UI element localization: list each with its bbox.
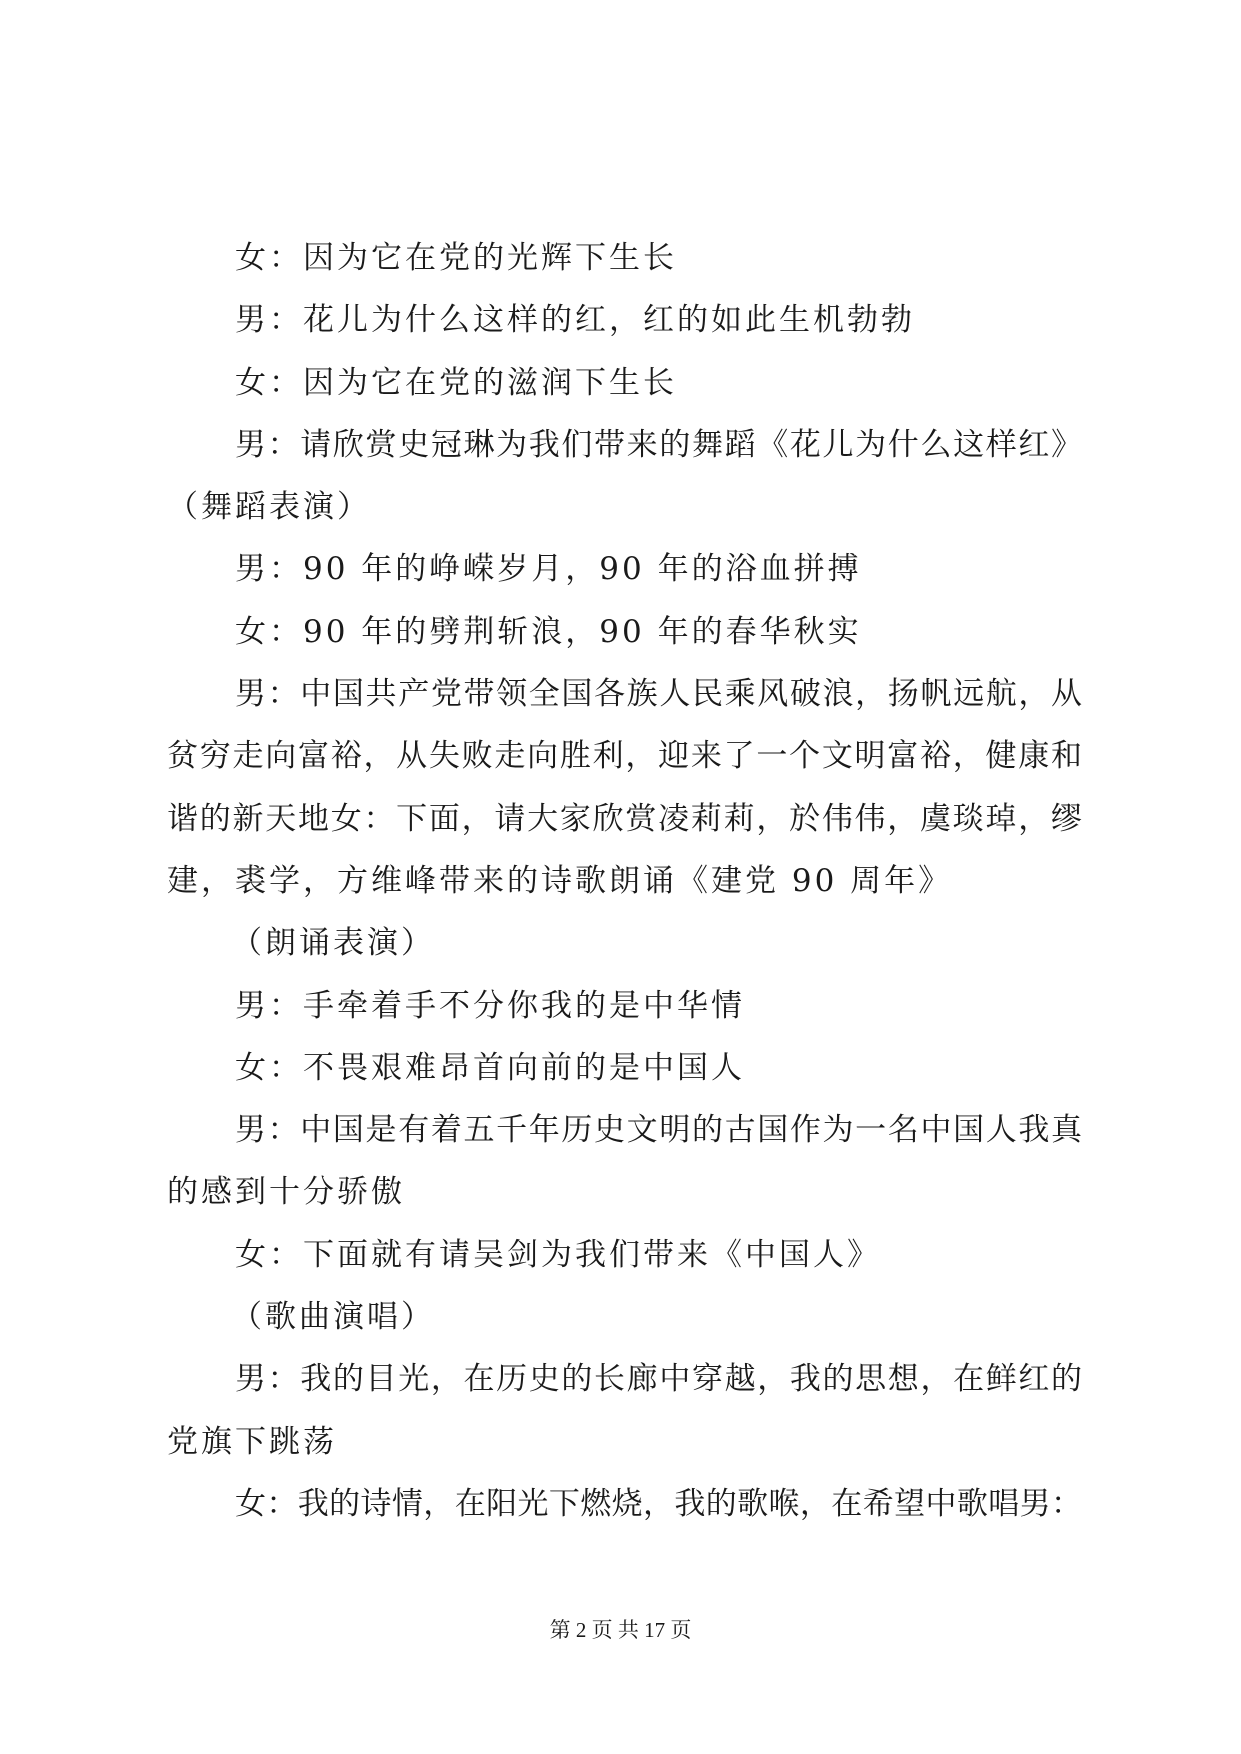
text-line: 女：不畏艰难昂首向前的是中国人 <box>235 1049 745 1086</box>
text-line: 女：90 年的劈荆斩浪，90 年的春华秋实 <box>235 613 862 650</box>
text-line: 男：手牵着手不分你我的是中华情 <box>235 987 745 1024</box>
text-line: 男：中国是有着五千年历史文明的古国作为一名中国人我真 <box>235 1112 1082 1149</box>
text-line: 男：90 年的峥嵘岁月，90 年的浴血拼搏 <box>235 551 862 588</box>
text-line: 男：花儿为什么这样的红，红的如此生机勃勃 <box>235 302 915 339</box>
text-line: 男：我的目光，在历史的长廊中穿越，我的思想，在鲜红的 <box>235 1361 1082 1398</box>
text-line: 女：因为它在党的滋润下生长 <box>235 364 677 401</box>
document-body <box>167 227 1082 1535</box>
text-line: 贫穷走向富裕，从失败走向胜利，迎来了一个文明富裕，健康和 <box>167 738 1082 775</box>
text-line: （朗诵表演） <box>231 925 435 962</box>
text-line: 谐的新天地女：下面，请大家欣赏凌莉莉，於伟伟，虞琰琸，缪 <box>167 800 1082 837</box>
page-footer: 第 2 页 共 17 页 <box>549 1618 692 1642</box>
text-line: 男：请欣赏史冠琳为我们带来的舞蹈《花儿为什么这样红》 <box>235 426 1082 463</box>
text-line: 女：我的诗情，在阳光下燃烧，我的歌喉，在希望中歌唱男： <box>235 1485 1082 1522</box>
text-line: 的感到十分骄傲 <box>167 1174 405 1211</box>
text-line: 女：因为它在党的光辉下生长 <box>235 240 677 276</box>
text-line: 建，裘学，方维峰带来的诗歌朗诵《建党 90 周年》 <box>167 862 953 899</box>
text-line: 男：中国共产党带领全国各族人民乘风破浪，扬帆远航，从 <box>235 676 1082 713</box>
text-line: 女：下面就有请吴剑为我们带来《中国人》 <box>235 1236 881 1273</box>
text-line: （歌曲演唱） <box>231 1299 435 1336</box>
text-line: 党旗下跳荡 <box>167 1423 337 1460</box>
text-line: （舞蹈表演） <box>167 489 371 526</box>
